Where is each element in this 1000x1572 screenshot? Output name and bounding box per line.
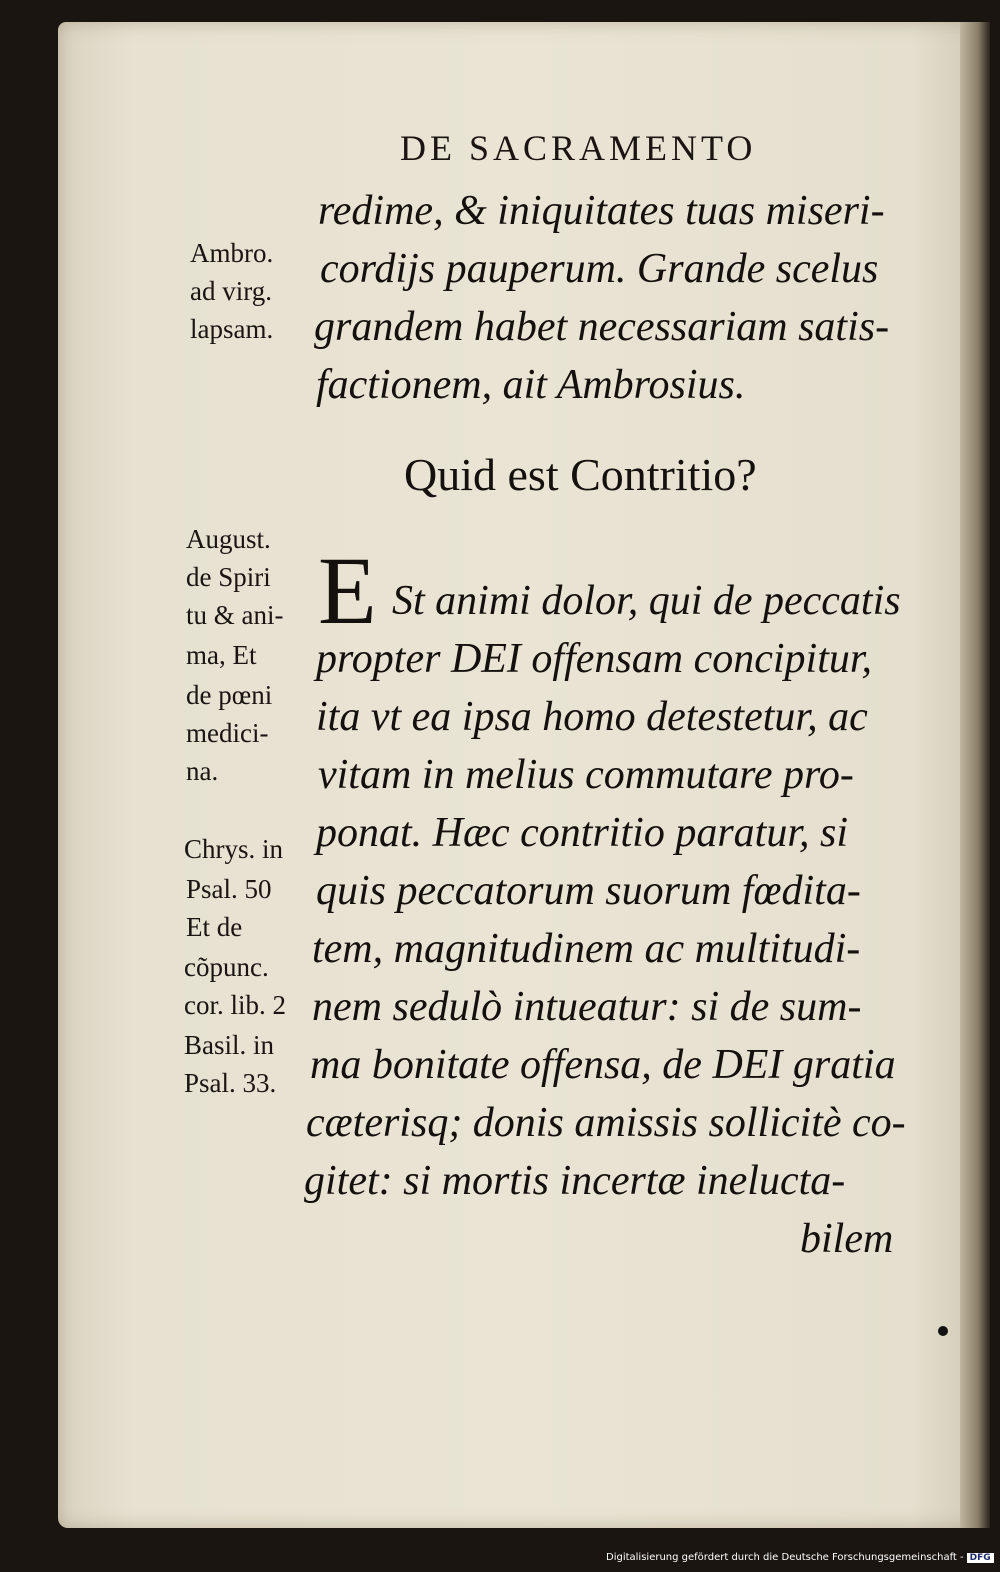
dfg-logo: DFG [967,1553,994,1563]
marginal-note: Psal. 33. [184,1068,277,1098]
digitization-footer [606,1552,994,1563]
marginal-note: cor. lib. 2 [184,990,286,1020]
text-line: propter DEI offensam concipitur, [316,636,873,682]
text-line: St animi dolor, qui de peccatis [392,578,901,624]
marginal-note: medici- [186,718,269,748]
marginal-note: ad virg. [190,276,272,306]
text-line: gitet: si mortis incertæ inelucta- [304,1158,846,1204]
text-line: tem, magnitudinem ac multitudi- [312,926,861,972]
marginal-note: de Spiri [186,562,271,592]
marginal-note: Psal. 50 [186,874,272,904]
marginal-note: tu & ani- [186,600,284,630]
section-heading: Quid est Contritio? [404,449,757,500]
text-line: cordijs pauperum. Grande scelus [320,246,879,292]
marginal-note: Et de [186,912,243,942]
text-line: grandem habet necessariam satis- [314,304,890,350]
ink-spot [938,1326,948,1336]
marginal-note: August. [186,524,271,554]
footer-text: Digitalisierung gefördert durch die Deutsche Forschungsgemeinschaft - [606,1552,964,1563]
text-line: quis peccatorum suorum fœdita- [316,868,861,914]
text-line: nem sedulò intueatur: si de sum- [312,984,862,1030]
marginal-note: na. [186,756,219,786]
text-line: ponat. Hæc contritio paratur, si [316,810,849,856]
marginal-note: ma, Et [186,640,257,670]
catchword: bilem [800,1216,894,1262]
marginal-note: de pœni [186,680,273,710]
marginal-note: Basil. in [184,1030,275,1060]
marginal-note: Ambro. [190,238,274,268]
text-line: cæterisq; donis amissis sollicitè co- [306,1100,906,1146]
text-line: ita vt ea ipsa homo detestetur, ac [316,694,868,740]
text-line: redime, & iniquitates tuas miseri- [318,188,885,234]
drop-cap: E [318,537,377,644]
text-line: vitam in melius commutare pro- [318,752,854,798]
marginal-note: cõpunc. [184,952,269,982]
text-line: ma bonitate offensa, de DEI gratia [310,1042,896,1088]
page-edge [960,22,990,1528]
marginal-note: Chrys. in [184,834,284,864]
running-header: DE SACRAMENTO [400,128,757,168]
text-line: factionem, ait Ambrosius. [316,362,746,408]
marginal-note: lapsam. [190,314,274,344]
